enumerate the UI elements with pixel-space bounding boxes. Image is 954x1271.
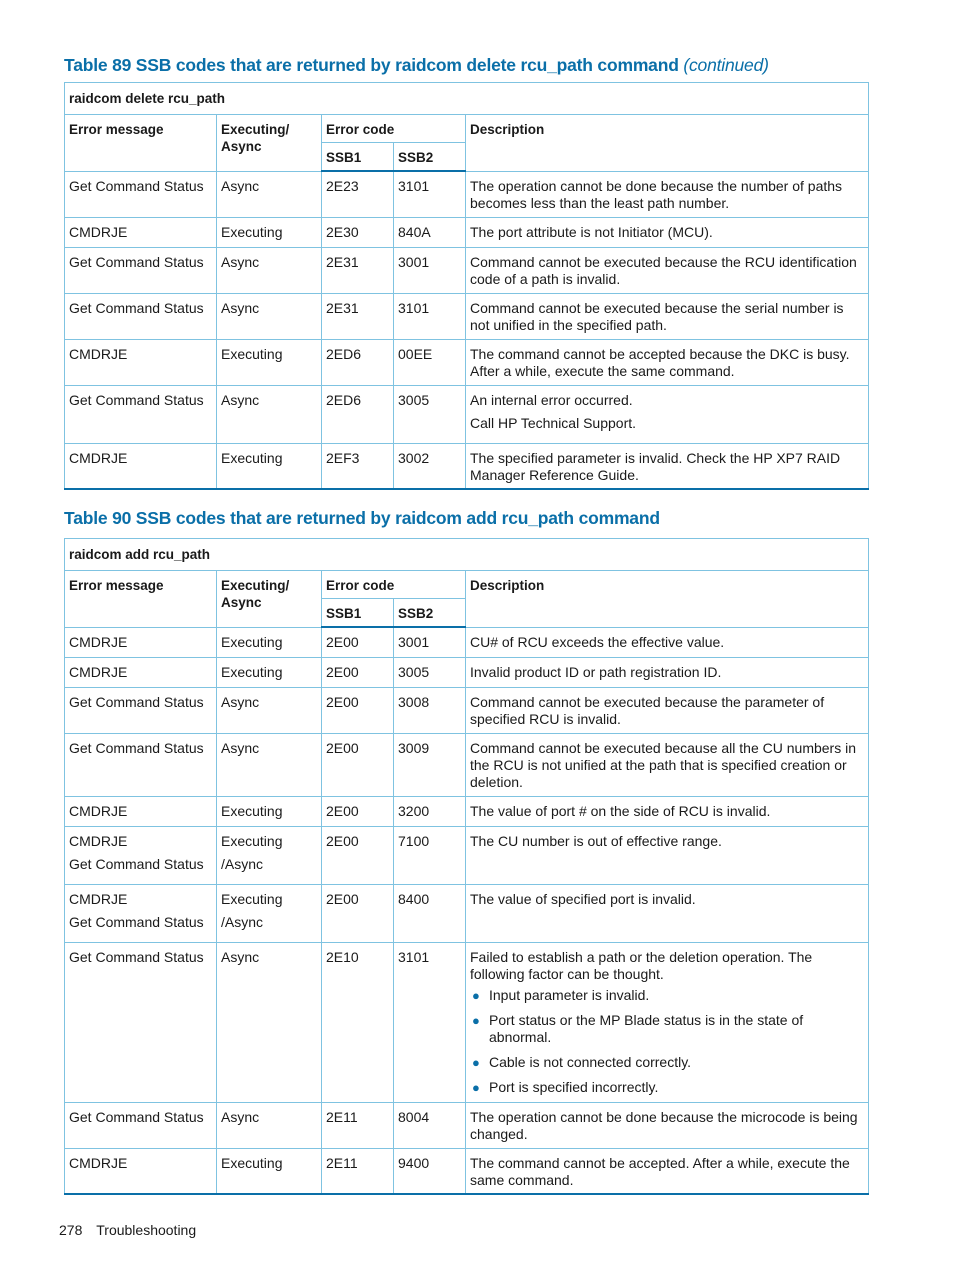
cell-error-message <box>65 1148 217 1194</box>
cell-ssb2: 3008 <box>394 687 466 733</box>
cell-description <box>466 339 869 385</box>
table89-caption-text: Table 89 SSB codes that are returned by raidcom delete rcu_path command <box>64 55 679 75</box>
description-text: Command cannot be executed because the serial number is not unified in the specified path. <box>470 299 844 333</box>
cell-executing <box>217 217 322 247</box>
cell-error-message <box>65 171 217 217</box>
cell-ssb2: 3005 <box>394 385 466 443</box>
cell-executing <box>217 657 322 687</box>
table90-header-ssb1: SSB1 <box>322 599 394 628</box>
cell-description <box>466 733 869 796</box>
description-text: Command cannot be executed because the parameter of specified RCU is invalid. <box>470 693 825 727</box>
description-text: Failed to establish a path or the deletion operation. The following factor can be thought. <box>470 948 813 982</box>
table89-header-description: Description <box>466 115 869 172</box>
error-message-text: Get Command Status <box>69 299 204 316</box>
description-text: The operation cannot be done because the microcode is being changed. <box>470 1108 858 1142</box>
executing-text: Async <box>221 391 260 408</box>
bullet-text: Port status or the MP Blade status is in the state of abnormal. <box>489 1011 804 1045</box>
error-message-text: CMDRJE <box>69 802 128 819</box>
cell-ssb2: 3001 <box>394 247 466 293</box>
cell-error-message <box>65 247 217 293</box>
cell-error-message <box>65 443 217 489</box>
table90-header-executing <box>217 571 322 628</box>
table90-header-description: Description <box>466 571 869 628</box>
table89-header-error-message: Error message <box>65 115 217 172</box>
cell-description <box>466 942 869 1102</box>
cell-description <box>466 627 869 657</box>
table-row <box>65 826 869 884</box>
cell-executing <box>217 796 322 826</box>
executing-text: Executing <box>221 1154 283 1171</box>
cell-error-message <box>65 657 217 687</box>
cell-description <box>466 171 869 217</box>
executing-text: /Async <box>221 855 264 872</box>
table89 <box>64 82 869 490</box>
table-row <box>65 796 869 826</box>
cell-executing <box>217 293 322 339</box>
cell-ssb2: 8004 <box>394 1102 466 1148</box>
table90-header-ssb2: SSB2 <box>394 599 466 628</box>
error-message-text: CMDRJE <box>69 890 128 907</box>
table-row <box>65 627 869 657</box>
bullet-text: Cable is not connected correctly. <box>489 1053 692 1070</box>
table-row <box>65 657 869 687</box>
error-message-text: CMDRJE <box>69 449 128 466</box>
cell-executing <box>217 826 322 884</box>
table-row <box>65 385 869 443</box>
table90-header-exec-line1: Executing/ <box>221 578 290 593</box>
bullet-text: Port is specified incorrectly. <box>489 1078 659 1095</box>
error-message-text: CMDRJE <box>69 663 128 680</box>
executing-text: /Async <box>221 913 264 930</box>
error-message-text: Get Command Status <box>69 948 204 965</box>
error-message-text: CMDRJE <box>69 1154 128 1171</box>
cell-ssb2: 3009 <box>394 733 466 796</box>
error-message-text: Get Command Status <box>69 739 204 756</box>
error-message-text: Get Command Status <box>69 391 204 408</box>
cell-description <box>466 293 869 339</box>
executing-text: Async <box>221 739 260 756</box>
table-row <box>65 217 869 247</box>
table90-header-error-code: Error code <box>322 571 466 599</box>
cell-ssb1: 2E00 <box>322 826 394 884</box>
cell-description <box>466 687 869 733</box>
description-bullet-list <box>470 987 864 1096</box>
page-footer <box>59 1222 196 1238</box>
cell-description <box>466 247 869 293</box>
description-text: The command cannot be accepted. After a while, execute the same command. <box>470 1154 850 1188</box>
cell-description <box>466 385 869 443</box>
description-text: The command cannot be accepted because the DKC is busy. After a while, execute the same command. <box>470 345 850 379</box>
cell-executing <box>217 171 322 217</box>
table-row <box>65 171 869 217</box>
cell-description <box>466 1148 869 1194</box>
cell-ssb2: 3101 <box>394 942 466 1102</box>
error-message-text: Get Command Status <box>69 693 204 710</box>
cell-ssb2: 8400 <box>394 884 466 942</box>
executing-text: Async <box>221 1108 260 1125</box>
cell-ssb2: 9400 <box>394 1148 466 1194</box>
description-bullet-item <box>470 987 864 1004</box>
cell-ssb2: 3101 <box>394 171 466 217</box>
cell-ssb1: 2E00 <box>322 657 394 687</box>
table-row <box>65 884 869 942</box>
table89-command: raidcom delete rcu_path <box>65 83 869 115</box>
cell-ssb2: 3001 <box>394 627 466 657</box>
cell-error-message <box>65 339 217 385</box>
cell-ssb2: 3002 <box>394 443 466 489</box>
description-text: The value of port # on the side of RCU is invalid. <box>470 802 771 819</box>
table89-command-row <box>65 83 869 115</box>
cell-error-message <box>65 733 217 796</box>
executing-text: Executing <box>221 449 283 466</box>
error-message-text: Get Command Status <box>69 913 204 930</box>
table89-header-ssb2: SSB2 <box>394 143 466 172</box>
description-text: Command cannot be executed because all the CU numbers in the RCU is not unified at the path that is specified creation or deletion. <box>470 739 856 790</box>
description-text: Command cannot be executed because the RCU identification code of a path is invalid. <box>470 253 857 287</box>
cell-error-message <box>65 942 217 1102</box>
cell-executing <box>217 733 322 796</box>
executing-text: Executing <box>221 663 283 680</box>
error-message-text: Get Command Status <box>69 1108 204 1125</box>
executing-text: Async <box>221 693 260 710</box>
cell-error-message <box>65 385 217 443</box>
description-text: CU# of RCU exceeds the effective value. <box>470 633 725 650</box>
table90-caption <box>64 508 660 529</box>
cell-ssb2: 3200 <box>394 796 466 826</box>
page-number: 278 <box>59 1222 83 1238</box>
description-text: The operation cannot be done because the number of paths becomes less than the least path number. <box>470 177 843 211</box>
cell-description <box>466 884 869 942</box>
cell-description <box>466 826 869 884</box>
error-message-text: Get Command Status <box>69 855 204 872</box>
cell-executing <box>217 247 322 293</box>
cell-executing <box>217 1102 322 1148</box>
table89-header-ssb1: SSB1 <box>322 143 394 172</box>
cell-executing <box>217 942 322 1102</box>
executing-text: Async <box>221 253 260 270</box>
cell-error-message <box>65 293 217 339</box>
cell-executing <box>217 339 322 385</box>
cell-ssb1: 2E31 <box>322 247 394 293</box>
cell-ssb2: 00EE <box>394 339 466 385</box>
error-message-text: Get Command Status <box>69 253 204 270</box>
cell-ssb2: 3101 <box>394 293 466 339</box>
description-text: The port attribute is not Initiator (MCU). <box>470 223 713 240</box>
table90-header-error-message: Error message <box>65 571 217 628</box>
description-text: An internal error occurred. <box>470 391 633 408</box>
cell-ssb2: 7100 <box>394 826 466 884</box>
executing-text: Async <box>221 299 260 316</box>
cell-executing <box>217 884 322 942</box>
cell-ssb1: 2E00 <box>322 884 394 942</box>
description-bullet-item <box>470 1079 864 1096</box>
table-row <box>65 1102 869 1148</box>
description-text: The specified parameter is invalid. Check the HP XP7 RAID Manager Reference Guide. <box>470 449 841 483</box>
footer-section: Troubleshooting <box>96 1222 197 1238</box>
bullet-icon: ● <box>472 1079 480 1095</box>
bullet-text: Input parameter is invalid. <box>489 986 650 1003</box>
cell-description <box>466 796 869 826</box>
cell-ssb1: 2E31 <box>322 293 394 339</box>
table89-header-executing <box>217 115 322 172</box>
cell-error-message <box>65 627 217 657</box>
cell-ssb2: 840A <box>394 217 466 247</box>
description-text: The CU number is out of effective range. <box>470 832 722 849</box>
table90-command-row <box>65 539 869 571</box>
table90-header-exec-line2: Async <box>221 595 262 610</box>
table89-header-row <box>65 115 869 143</box>
cell-error-message <box>65 687 217 733</box>
description-text: Call HP Technical Support. <box>470 414 637 431</box>
description-bullet-item <box>470 1012 864 1046</box>
executing-text: Executing <box>221 802 283 819</box>
description-text: Invalid product ID or path registration ID. <box>470 663 722 680</box>
table89-header-exec-line2: Async <box>221 139 262 154</box>
bullet-icon: ● <box>472 987 480 1003</box>
cell-description <box>466 443 869 489</box>
executing-text: Executing <box>221 223 283 240</box>
cell-executing <box>217 1148 322 1194</box>
cell-executing <box>217 627 322 657</box>
cell-executing <box>217 687 322 733</box>
error-message-text: Get Command Status <box>69 177 204 194</box>
table-row <box>65 733 869 796</box>
cell-ssb1: 2ED6 <box>322 339 394 385</box>
table89-header-exec-line1: Executing/ <box>221 122 290 137</box>
cell-description <box>466 217 869 247</box>
table90-command: raidcom add rcu_path <box>65 539 869 571</box>
cell-ssb1: 2E00 <box>322 687 394 733</box>
cell-ssb2: 3005 <box>394 657 466 687</box>
error-message-text: CMDRJE <box>69 345 128 362</box>
table-row <box>65 942 869 1102</box>
table90-caption-text: Table 90 SSB codes that are returned by raidcom add rcu_path command <box>64 508 660 528</box>
bullet-icon: ● <box>472 1012 480 1028</box>
table-row <box>65 1148 869 1194</box>
error-message-text: CMDRJE <box>69 832 128 849</box>
cell-error-message <box>65 1102 217 1148</box>
cell-description <box>466 657 869 687</box>
cell-ssb1: 2ED6 <box>322 385 394 443</box>
cell-ssb1: 2E00 <box>322 627 394 657</box>
error-message-text: CMDRJE <box>69 633 128 650</box>
cell-executing <box>217 385 322 443</box>
executing-text: Executing <box>221 832 283 849</box>
executing-text: Executing <box>221 633 283 650</box>
error-message-text: CMDRJE <box>69 223 128 240</box>
cell-error-message <box>65 796 217 826</box>
table-row <box>65 293 869 339</box>
executing-text: Async <box>221 177 260 194</box>
cell-ssb1: 2E00 <box>322 733 394 796</box>
cell-executing <box>217 443 322 489</box>
cell-ssb1: 2EF3 <box>322 443 394 489</box>
cell-error-message <box>65 826 217 884</box>
bullet-icon: ● <box>472 1054 480 1070</box>
cell-ssb1: 2E11 <box>322 1102 394 1148</box>
cell-ssb1: 2E00 <box>322 796 394 826</box>
table89-header-error-code: Error code <box>322 115 466 143</box>
table-row <box>65 247 869 293</box>
cell-ssb1: 2E10 <box>322 942 394 1102</box>
cell-error-message <box>65 217 217 247</box>
cell-ssb1: 2E30 <box>322 217 394 247</box>
table89-continued: (continued) <box>683 55 769 75</box>
cell-error-message <box>65 884 217 942</box>
description-text: The value of specified port is invalid. <box>470 890 696 907</box>
table-row <box>65 339 869 385</box>
executing-text: Async <box>221 948 260 965</box>
table90 <box>64 538 869 1195</box>
table90-header-row <box>65 571 869 599</box>
cell-description <box>466 1102 869 1148</box>
table89-caption <box>64 55 769 76</box>
cell-ssb1: 2E23 <box>322 171 394 217</box>
table-row <box>65 687 869 733</box>
executing-text: Executing <box>221 890 283 907</box>
table-row <box>65 443 869 489</box>
description-bullet-item <box>470 1054 864 1071</box>
cell-ssb1: 2E11 <box>322 1148 394 1194</box>
executing-text: Executing <box>221 345 283 362</box>
